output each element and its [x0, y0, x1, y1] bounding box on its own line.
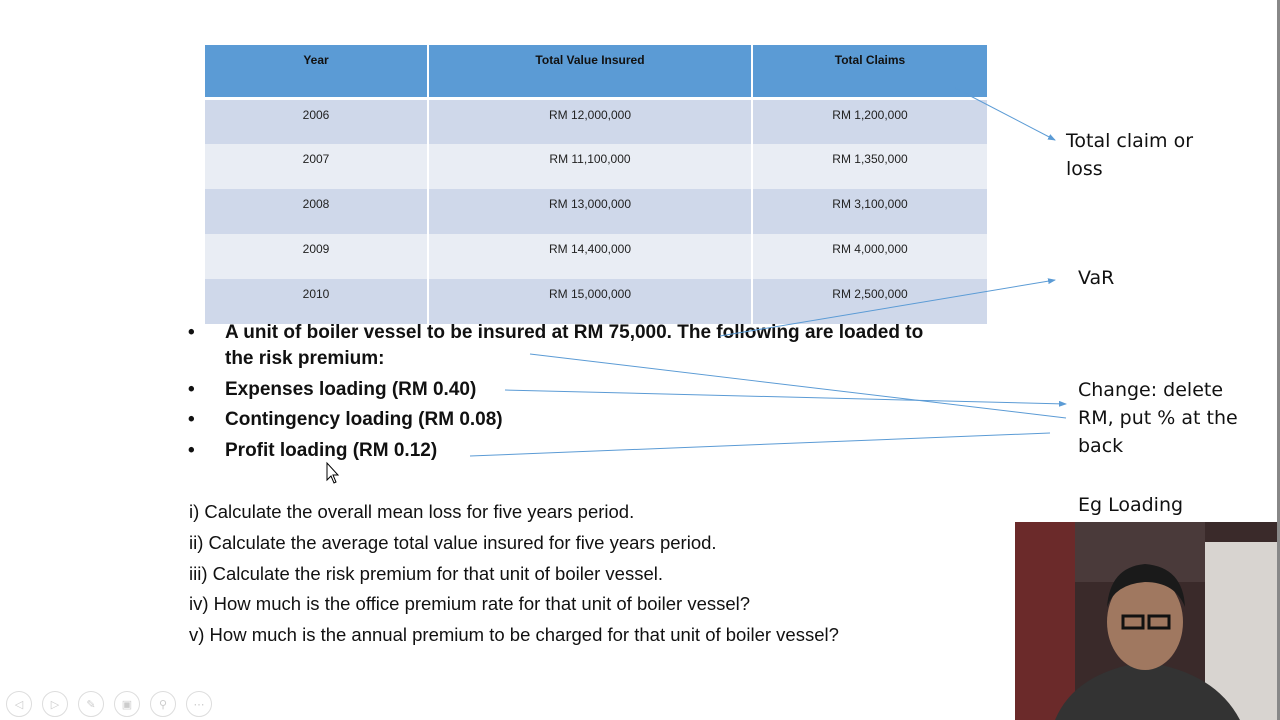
col-year: Year — [205, 45, 428, 99]
pen-tool-button[interactable]: ✎ — [78, 691, 104, 717]
table-cell: RM 1,350,000 — [752, 144, 987, 189]
table-cell: RM 3,100,000 — [752, 189, 987, 234]
note-total-claim: Total claim or loss — [1066, 130, 1194, 180]
table-cell: 2008 — [205, 189, 428, 234]
question-2: ii) Calculate the average total value insured for five years period. — [189, 532, 717, 553]
col-total-value-insured: Total Value Insured — [428, 45, 752, 99]
previous-slide-button[interactable]: ◁ — [6, 691, 32, 717]
table-cell: RM 13,000,000 — [428, 189, 752, 234]
note-eg-loading: Eg Loading — [1078, 494, 1184, 516]
table-cell: RM 12,000,000 — [428, 99, 752, 144]
webcam-video — [1015, 522, 1277, 720]
question-3: iii) Calculate the risk premium for that unit of boiler vessel. — [189, 563, 663, 584]
question-5: v) How much is the annual premium to be charged for that unit of boiler vessel? — [189, 624, 839, 645]
table-cell: RM 11,100,000 — [428, 144, 752, 189]
note-change: Change: delete RM, put % at the back — [1078, 379, 1238, 457]
question-4: iv) How much is the office premium rate for that unit of boiler vessel? — [189, 593, 751, 614]
slideshow-toolbar — [6, 691, 212, 717]
more-options-button[interactable]: ⋯ — [186, 691, 212, 717]
slide-sorter-button[interactable]: ▣ — [114, 691, 140, 717]
table-cell: RM 15,000,000 — [428, 279, 752, 324]
question-1: i) Calculate the overall mean loss for five years period. — [189, 501, 635, 522]
table-cell: RM 1,200,000 — [752, 99, 987, 144]
arrow-expenses — [505, 390, 1066, 404]
zoom-button[interactable]: ⚲ — [150, 691, 176, 717]
table-cell: RM 2,500,000 — [752, 279, 987, 324]
mouse-cursor-icon — [327, 463, 338, 483]
col-total-claims: Total Claims — [752, 45, 987, 99]
arrow-var — [720, 280, 1055, 336]
note-var: VaR — [1078, 267, 1115, 289]
table-cell: RM 4,000,000 — [752, 234, 987, 279]
table-cell: 2009 — [205, 234, 428, 279]
arrow-contingency — [530, 354, 1066, 418]
table-cell: RM 14,400,000 — [428, 234, 752, 279]
next-slide-button[interactable]: ▷ — [42, 691, 68, 717]
table-cell: 2006 — [205, 99, 428, 144]
table-cell: 2007 — [205, 144, 428, 189]
arrow-total-claim — [955, 88, 1055, 140]
table-cell: 2010 — [205, 279, 428, 324]
arrow-profit — [470, 433, 1050, 456]
